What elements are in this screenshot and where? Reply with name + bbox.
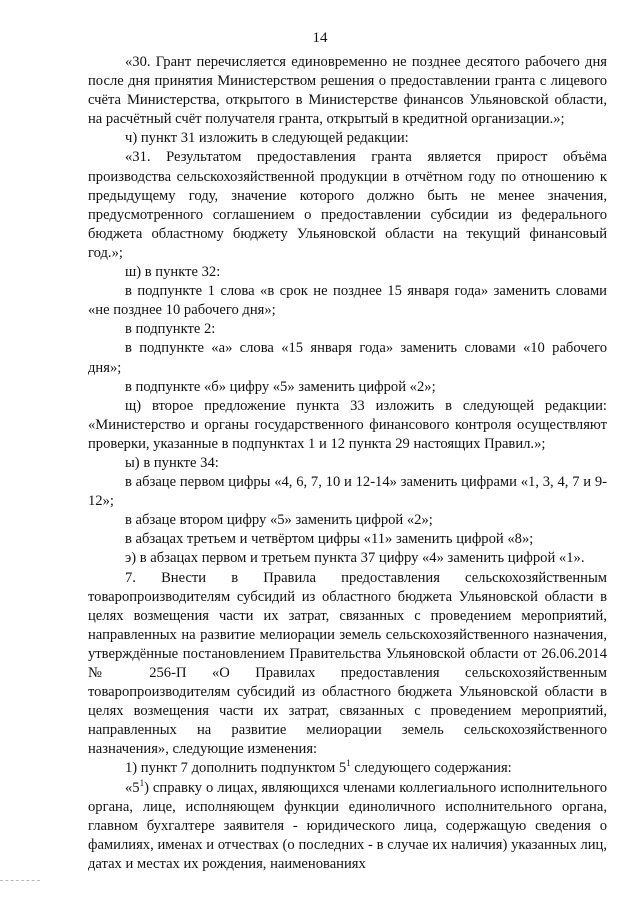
paragraph-item-shch: щ) второе предложение пункта 33 изложить в следующей редакции: «Министерство и органы государственного финансового контроля осуществляют проверки, указанные в подпунктах 1 и 12 пункта 29 настоящих Правил.»; [88, 397, 607, 452]
scan-edge-mark [0, 880, 40, 882]
item-2-suffix: ) справку о лицах, являющихся членами коллегиального исполнительного органа, лице, исполняющем функции единоличного исполнительного органа, главном бухгалтере заявителя - юридического лица, содержащую сведения о фамилиях, именах и отчествах (о последних - в случае их наличия) указанных лиц, датах и местах их рождения, наименованиях [88, 779, 607, 872]
item-1-suffix: следующего содержания: [350, 760, 512, 777]
paragraph-subpoint-a: в подпункте «а» слова «15 января года» заменить словами «10 рабочего дня»; [88, 340, 607, 376]
page-number: 14 [312, 30, 328, 46]
paragraph-section-7: 7. Внести в Правила предоставления сельскохозяйственным товаропроизводителям субсидий из областного бюджета Ульяновской области в целях возмещения части их затрат, связанных с проведением мероприятий, направленных на развитие мелиорации земель сельскохозяйственного назначения, утверждённые постановлением Правительства Ульяновской области от 26.06.2014 № 256-П «О Правилах предоставления сельскохозяйственным товаропроизводителям субсидий из областного бюджета Ульяновской области в целях возмещения части их затрат, связанных с проведением мероприятий, направленных на развитие мелиорации земель сельскохозяйственного назначения», следующие изменения: [88, 569, 607, 758]
item-1-prefix: 1) пункт 7 дополнить подпунктом 5 [125, 760, 347, 777]
document-body [88, 53, 607, 874]
paragraph-abzats-1: в абзаце первом цифры «4, 6, 7, 10 и 12-14» заменить цифрами «1, 3, 4, 7 и 9-12»; [88, 474, 607, 510]
paragraph-item-ch: ч) пункт 31 изложить в следующей редакции: [125, 130, 409, 147]
paragraph-grant-transfer: «30. Грант перечисляется единовременно не позднее десятого рабочего дня после дня принятия Министерством решения о предоставлении гранта с лицевого счёта Министерства, открытого в Министерстве финансов Ульяновской области, на расчётный счёт получателя гранта, открытый в кредитной организации.»; [88, 54, 607, 128]
item-2-superscript: 1 [139, 777, 145, 788]
paragraph-item-1 [88, 759, 607, 778]
item-1-superscript: 1 [346, 758, 351, 769]
paragraph-abzats-3-4: в абзацах третьем и четвёртом цифры «11» заменить цифрой «8»; [125, 531, 534, 548]
paragraph-item-5-1 [88, 779, 607, 874]
paragraph-abzats-2: в абзаце втором цифру «5» заменить цифрой «2»; [125, 512, 433, 529]
paragraph-item-y: ы) в пункте 34: [125, 454, 219, 471]
paragraph-point-31: «31. Результатом предоставления гранта является прирост объёма производства сельскохозяйственной продукции в отчётном году по отношению к предыдущему году, значение которого должно быть не менее значения, предусмотренного соглашением о предоставлении субсидии из федерального бюджета областному бюджету Ульяновской области на текущий финансовый год.»; [88, 149, 607, 261]
paragraph-item-e: э) в абзацах первом и третьем пункта 37 цифру «4» заменить цифрой «1». [125, 550, 585, 567]
paragraph-subpoint-2: в подпункте 2: [125, 321, 216, 338]
item-2-prefix: «5 [125, 779, 140, 796]
paragraph-item-sh: ш) в пункте 32: [125, 264, 221, 281]
paragraph-subpoint-1: в подпункте 1 слова «в срок не позднее 15 января года» заменить словами «не позднее 10 рабочего дня»; [88, 283, 607, 319]
paragraph-subpoint-b: в подпункте «б» цифру «5» заменить цифрой «2»; [125, 378, 436, 395]
